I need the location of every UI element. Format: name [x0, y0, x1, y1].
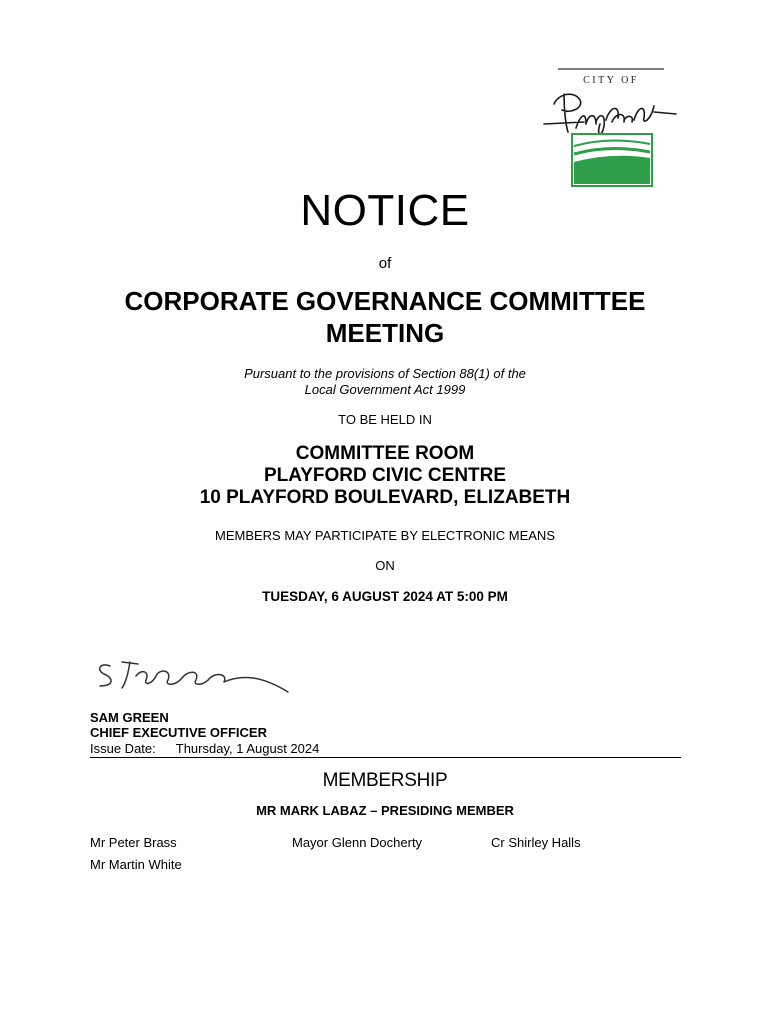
officer-name: SAM GREEN — [90, 710, 169, 725]
member-item: Mr Peter Brass — [90, 835, 177, 850]
issue-date-value: Thursday, 1 August 2024 — [175, 741, 320, 756]
issue-date-row — [90, 741, 319, 756]
divider — [90, 757, 681, 758]
meeting-date: TUESDAY, 6 AUGUST 2024 AT 5:00 PM — [262, 589, 508, 604]
membership-heading: MEMBERSHIP — [322, 770, 448, 791]
on-text: ON — [375, 558, 395, 573]
electronic-participation-text: MEMBERS MAY PARTICIPATE BY ELECTRONIC MEANS — [215, 528, 555, 543]
venue-line1: COMMITTEE ROOM — [295, 443, 475, 464]
signature — [92, 652, 292, 700]
venue-line2: PLAYFORD CIVIC CENTRE — [263, 465, 507, 486]
venue — [0, 443, 770, 509]
svg-text:CITY OF: CITY OF — [583, 75, 639, 86]
issue-date-label: Issue Date: — [90, 741, 156, 756]
pursuant-line1: Pursuant to the provisions of Section 88(1) of the — [244, 366, 526, 381]
venue-line3: 10 PLAYFORD BOULEVARD, ELIZABETH — [199, 487, 571, 508]
officer-title: CHIEF EXECUTIVE OFFICER — [90, 725, 267, 740]
of-text: of — [378, 255, 392, 272]
city-of-playford-logo — [540, 66, 680, 190]
pursuant-text — [0, 366, 770, 398]
member-item: Mr Martin White — [90, 857, 182, 872]
meeting-title-line2: MEETING — [325, 318, 445, 348]
meeting-title-line1: CORPORATE GOVERNANCE COMMITTEE — [124, 286, 646, 316]
meeting-title — [0, 285, 770, 349]
member-item: Cr Shirley Halls — [491, 835, 581, 850]
member-item: Mayor Glenn Docherty — [292, 835, 423, 850]
notice-title: NOTICE — [300, 186, 470, 235]
to-be-held-text: TO BE HELD IN — [338, 412, 432, 427]
pursuant-line2: Local Government Act 1999 — [304, 382, 466, 397]
presiding-member: MR MARK LABAZ – PRESIDING MEMBER — [256, 803, 514, 818]
